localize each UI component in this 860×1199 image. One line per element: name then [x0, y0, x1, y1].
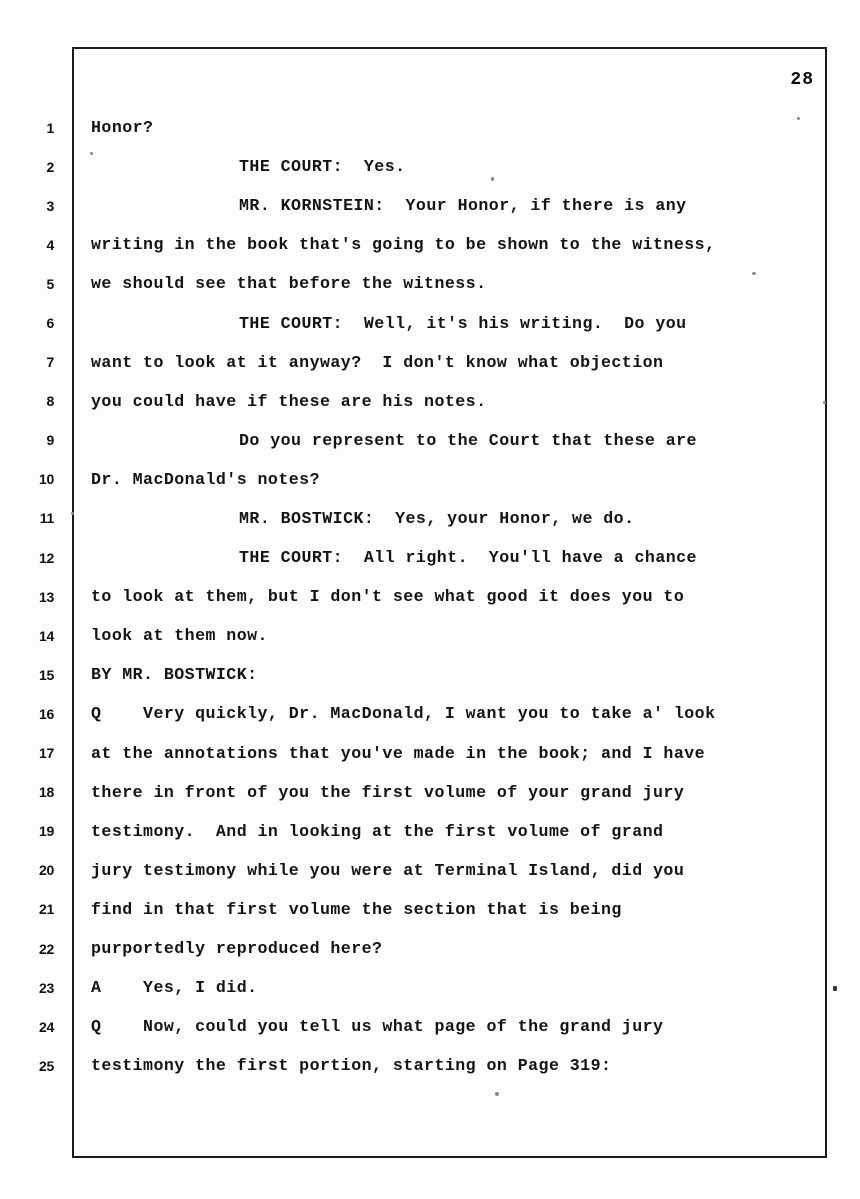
transcript-line: Honor? [91, 118, 154, 138]
line-number: 6 [46, 315, 54, 332]
transcript-line: look at them now. [91, 626, 268, 646]
scan-artifact-speck [90, 152, 93, 155]
transcript-line: testimony the first portion, starting on Page 319: [91, 1056, 612, 1076]
transcript-line: at the annotations that you've made in the book; and I have [91, 743, 706, 763]
line-number: 14 [39, 627, 54, 644]
line-number: 11 [39, 510, 54, 527]
transcript-body [91, 108, 831, 1085]
line-number: 17 [39, 745, 54, 762]
line-number: 4 [46, 236, 54, 253]
line-number: 16 [39, 705, 54, 722]
scan-artifact-speck [71, 512, 74, 515]
line-number: 15 [39, 666, 54, 683]
line-number: 10 [39, 471, 54, 488]
transcript-line: there in front of you the first volume of your grand jury [91, 782, 685, 802]
line-number: 13 [39, 588, 54, 605]
line-number: 21 [39, 901, 54, 918]
line-number: 2 [46, 158, 54, 175]
transcript-line: we should see that before the witness. [91, 274, 487, 294]
transcript-line: find in that first volume the section that is being [91, 899, 622, 919]
transcript-line: Q Now, could you tell us what page of the grand jury [91, 1017, 664, 1037]
transcript-line: Dr. MacDonald's notes? [91, 469, 320, 489]
transcript-line: BY MR. BOSTWICK: [91, 665, 258, 685]
transcript-line: purportedly reproduced here? [91, 939, 383, 959]
transcript-line: to look at them, but I don't see what good it does you to [91, 587, 685, 607]
transcript-line: you could have if these are his notes. [91, 391, 487, 411]
line-number: 25 [39, 1057, 54, 1074]
transcript-line: want to look at it anyway? I don't know what objection [91, 352, 664, 372]
transcript-line: writing in the book that's going to be shown to the witness, [91, 235, 716, 255]
scan-artifact-speck [823, 401, 826, 404]
transcript-line: MR. KORNSTEIN: Your Honor, if there is any [239, 196, 687, 216]
transcript-line: THE COURT: All right. You'll have a chance [239, 548, 697, 568]
line-number: 22 [39, 940, 54, 957]
line-number: 12 [39, 549, 54, 566]
transcript-line: MR. BOSTWICK: Yes, your Honor, we do. [239, 508, 635, 528]
transcript-line: A Yes, I did. [91, 978, 258, 998]
scan-artifact-speck [752, 272, 756, 275]
line-number: 1 [46, 119, 54, 136]
scan-artifact-speck [495, 1092, 499, 1096]
scan-artifact-speck [797, 117, 800, 120]
transcript-line: THE COURT: Well, it's his writing. Do you [239, 313, 687, 333]
transcript-line: Do you represent to the Court that these are [239, 430, 697, 450]
transcript-line: jury testimony while you were at Terminal Island, did you [91, 860, 685, 880]
line-number-gutter [0, 108, 62, 1085]
transcript-line: THE COURT: Yes. [239, 157, 406, 177]
line-number: 5 [46, 275, 54, 292]
line-number: 3 [46, 197, 54, 214]
line-number: 19 [39, 823, 54, 840]
line-number: 9 [46, 432, 54, 449]
line-number: 24 [39, 1018, 54, 1035]
line-number: 8 [46, 393, 54, 410]
transcript-line: Q Very quickly, Dr. MacDonald, I want you to take a' look [91, 704, 716, 724]
line-number: 23 [39, 979, 54, 996]
transcript-line: testimony. And in looking at the first volume of grand [91, 821, 664, 841]
scan-artifact-mark [833, 986, 837, 991]
line-number: 18 [39, 784, 54, 801]
scan-artifact-speck [491, 177, 494, 181]
page-number: 28 [790, 70, 814, 90]
line-number: 7 [46, 354, 54, 371]
line-number: 20 [39, 862, 54, 879]
